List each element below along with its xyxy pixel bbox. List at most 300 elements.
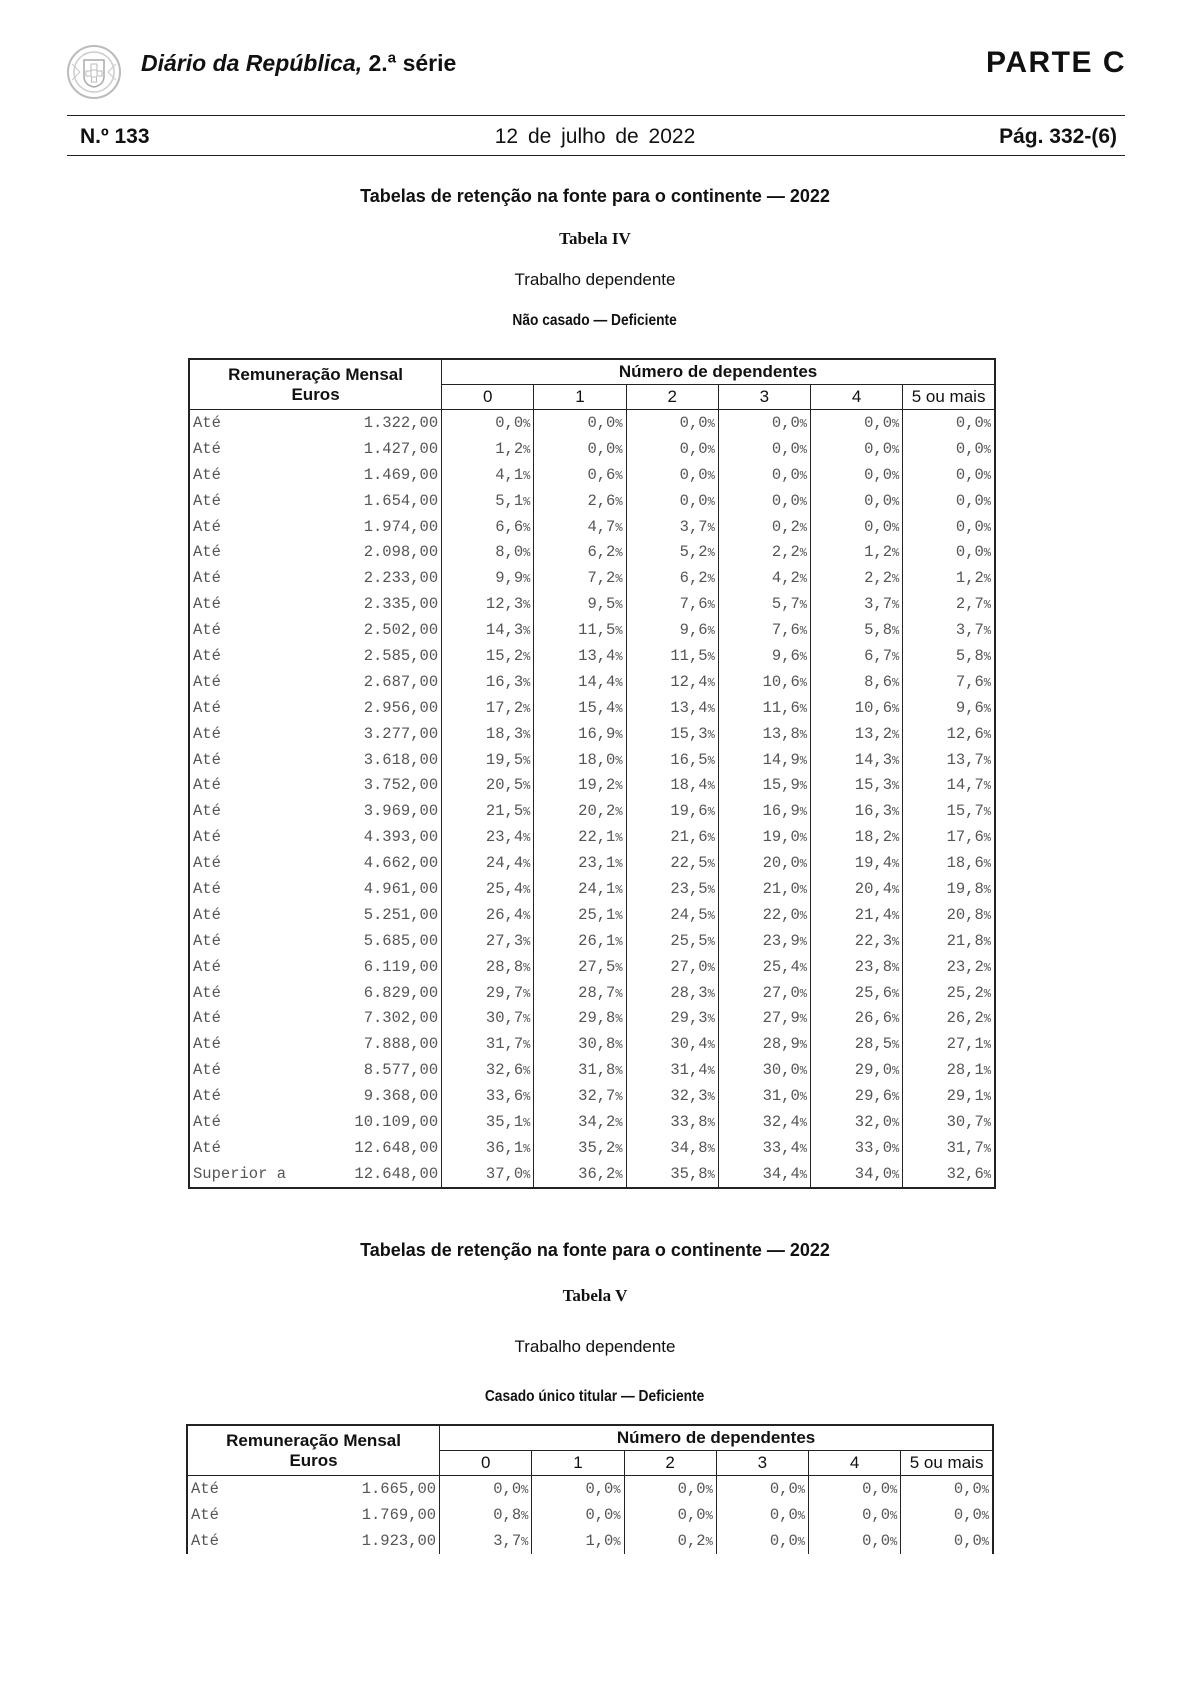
- table-row: [189, 850, 995, 876]
- journal-title-name: Diário da República,: [141, 50, 363, 76]
- percent-sign: %: [799, 779, 807, 794]
- percent-sign: %: [615, 882, 623, 897]
- withholding-rate-cell: [811, 721, 903, 747]
- rate-value: 20,2: [578, 802, 616, 821]
- withholding-rate-cell: [811, 1031, 903, 1057]
- percent-sign: %: [707, 1012, 715, 1027]
- income-bracket-amount: 2.956,00: [289, 695, 441, 721]
- percent-sign: %: [707, 1038, 715, 1053]
- percent-sign: %: [523, 572, 531, 587]
- percent-sign: %: [707, 960, 715, 975]
- percent-sign: %: [615, 1167, 623, 1182]
- withholding-rate-cell: [811, 436, 903, 462]
- withholding-rate-cell: [534, 1057, 626, 1083]
- percent-sign: %: [983, 1012, 991, 1027]
- percent-sign: %: [613, 1508, 621, 1523]
- rate-value: 21,6: [670, 828, 708, 847]
- rate-value: 27,0: [670, 957, 708, 976]
- withholding-rate-cell: [442, 824, 534, 850]
- rate-value: 0,6: [587, 465, 616, 484]
- percent-sign: %: [892, 1115, 900, 1130]
- rate-value: 11,5: [670, 646, 708, 665]
- income-bracket-label: Até: [189, 539, 289, 565]
- income-bracket-label: Até: [189, 1083, 289, 1109]
- rate-value: 14,3: [485, 621, 524, 640]
- percent-sign: %: [523, 442, 531, 457]
- withholding-rate-cell: [626, 695, 718, 721]
- withholding-rate-cell: [626, 539, 718, 565]
- dependents-column-header: 5 ou mais: [903, 385, 995, 410]
- percent-sign: %: [523, 546, 531, 561]
- rate-value: 0,0: [771, 439, 800, 458]
- income-bracket-label: Até: [189, 772, 289, 798]
- dependents-column-header: 4: [808, 1451, 900, 1476]
- rate-value: 0,0: [677, 1479, 706, 1498]
- percent-sign: %: [707, 649, 715, 664]
- percent-sign: %: [892, 934, 900, 949]
- table-subtitle: Trabalho dependente: [514, 1337, 676, 1356]
- income-bracket-amount: 1.769,00: [287, 1502, 439, 1528]
- withholding-rate-cell: [626, 617, 718, 643]
- percent-sign: %: [983, 1064, 991, 1079]
- withholding-rate-cell: [811, 514, 903, 540]
- withholding-rate-cell: [534, 1161, 626, 1188]
- withholding-rate-cell: [442, 617, 534, 643]
- percent-sign: %: [983, 1167, 991, 1182]
- rate-value: 33,4: [762, 1138, 800, 1157]
- percent-sign: %: [799, 857, 807, 872]
- rate-value: 16,3: [854, 802, 893, 821]
- rate-value: 0,0: [953, 1505, 982, 1524]
- percent-sign: %: [615, 753, 623, 768]
- rate-value: 23,4: [485, 828, 524, 847]
- table-row: [189, 565, 995, 591]
- percent-sign: %: [707, 442, 715, 457]
- percent-sign: %: [707, 416, 715, 431]
- percent-sign: %: [523, 416, 531, 431]
- rate-value: 3,7: [864, 595, 893, 614]
- withholding-rate-cell: [903, 824, 995, 850]
- withholding-rate-cell: [903, 695, 995, 721]
- income-bracket-amount: 2.335,00: [289, 591, 441, 617]
- withholding-rate-cell: [718, 928, 810, 954]
- rate-value: 17,2: [485, 698, 524, 717]
- rate-value: 32,0: [854, 1112, 893, 1131]
- rate-value: 18,4: [670, 776, 708, 795]
- withholding-rate-cell: [442, 928, 534, 954]
- rate-value: 30,0: [762, 1061, 800, 1080]
- withholding-rate-cell: [811, 747, 903, 773]
- dependents-column-header: 2: [626, 385, 718, 410]
- rate-value: 16,3: [485, 672, 524, 691]
- rate-value: 5,8: [864, 621, 893, 640]
- percent-sign: %: [707, 624, 715, 639]
- withholding-rate-cell: [626, 721, 718, 747]
- withholding-rate-cell: [903, 565, 995, 591]
- percent-sign: %: [799, 624, 807, 639]
- withholding-rate-cell: [903, 1031, 995, 1057]
- income-bracket-amount: 4.961,00: [289, 876, 441, 902]
- percent-sign: %: [615, 908, 623, 923]
- withholding-rate-cell: [442, 514, 534, 540]
- percent-sign: %: [707, 908, 715, 923]
- withholding-rate-cell: [534, 539, 626, 565]
- income-bracket-amount: 3.752,00: [289, 772, 441, 798]
- income-bracket-amount: 2.098,00: [289, 539, 441, 565]
- issue-date: 12 de julho de 2022: [494, 125, 696, 148]
- percent-sign: %: [983, 986, 991, 1001]
- withholding-rate-cell: [901, 1528, 993, 1554]
- rate-value: 33,0: [854, 1138, 893, 1157]
- percent-sign: %: [615, 572, 623, 587]
- percent-sign: %: [707, 779, 715, 794]
- percent-sign: %: [523, 908, 531, 923]
- table-row: [189, 1109, 995, 1135]
- rate-value: 16,5: [670, 750, 708, 769]
- withholding-rate-cell: [626, 669, 718, 695]
- withholding-rate-cell: [442, 1161, 534, 1188]
- percent-sign: %: [523, 1090, 531, 1105]
- rate-value: 6,7: [864, 646, 893, 665]
- dependents-column-header: 0: [442, 385, 534, 410]
- withholding-rate-cell: [716, 1502, 808, 1528]
- table-row: [189, 928, 995, 954]
- rate-value: 19,8: [946, 879, 984, 898]
- percent-sign: %: [892, 1012, 900, 1027]
- withholding-rate-cell: [903, 850, 995, 876]
- income-bracket-amount: 4.393,00: [289, 824, 441, 850]
- withholding-rate-cell: [534, 669, 626, 695]
- withholding-rate-cell: [903, 514, 995, 540]
- income-bracket-label: Até: [189, 1005, 289, 1031]
- table-row: [189, 643, 995, 669]
- table-row: [189, 824, 995, 850]
- income-bracket-amount: 4.662,00: [289, 850, 441, 876]
- withholding-rate-cell: [811, 1135, 903, 1161]
- section-heading: Tabelas de retenção na fonte para o continente — 2022: [360, 186, 830, 206]
- rate-value: 30,8: [578, 1035, 616, 1054]
- rate-value: 14,9: [762, 750, 800, 769]
- rate-value: 8,0: [495, 543, 524, 562]
- income-bracket-label: Até: [189, 721, 289, 747]
- withholding-rate-cell: [903, 539, 995, 565]
- withholding-rate-cell: [442, 876, 534, 902]
- withholding-rate-cell: [442, 1005, 534, 1031]
- withholding-rate-cell: [626, 1083, 718, 1109]
- table-row: [187, 1528, 993, 1554]
- withholding-rate-cell: [626, 1031, 718, 1057]
- rate-value: 28,1: [946, 1061, 984, 1080]
- dependents-column-header: 1: [532, 1451, 624, 1476]
- income-bracket-label: Até: [189, 591, 289, 617]
- percent-sign: %: [615, 986, 623, 1001]
- percent-sign: %: [892, 546, 900, 561]
- withholding-rate-cell: [626, 1057, 718, 1083]
- percent-sign: %: [707, 1090, 715, 1105]
- income-bracket-amount: 1.322,00: [289, 410, 441, 436]
- percent-sign: %: [615, 675, 623, 690]
- rate-value: 0,0: [493, 1479, 522, 1498]
- rate-value: 22,1: [578, 828, 616, 847]
- rate-value: 18,6: [946, 854, 984, 873]
- rate-value: 22,3: [854, 931, 893, 950]
- withholding-rate-cell: [532, 1476, 624, 1502]
- table-row: [189, 1135, 995, 1161]
- withholding-rate-cell: [718, 876, 810, 902]
- rate-value: 8,6: [864, 672, 893, 691]
- percent-sign: %: [707, 882, 715, 897]
- withholding-rate-cell: [811, 902, 903, 928]
- withholding-rate-cell: [903, 1057, 995, 1083]
- withholding-rate-cell: [718, 591, 810, 617]
- rate-value: 29,0: [854, 1061, 893, 1080]
- percent-sign: %: [799, 1012, 807, 1027]
- percent-sign: %: [615, 546, 623, 561]
- percent-sign: %: [615, 960, 623, 975]
- income-bracket-amount: 1.665,00: [287, 1476, 439, 1502]
- rate-value: 26,4: [485, 905, 524, 924]
- withholding-rate-cell: [534, 954, 626, 980]
- rate-value: 15,3: [670, 724, 708, 743]
- rate-value: 19,0: [762, 828, 800, 847]
- withholding-rate-cell: [534, 514, 626, 540]
- rate-value: 11,5: [578, 621, 616, 640]
- rate-value: 21,4: [854, 905, 893, 924]
- table-row: [189, 1161, 995, 1188]
- rate-value: 7,2: [587, 569, 616, 588]
- income-bracket-label: Até: [189, 824, 289, 850]
- percent-sign: %: [799, 520, 807, 535]
- withholding-rate-cell: [626, 643, 718, 669]
- percent-sign: %: [615, 701, 623, 716]
- withholding-rate-cell: [626, 514, 718, 540]
- withholding-rate-cell: [442, 798, 534, 824]
- withholding-rate-cell: [442, 1135, 534, 1161]
- rate-value: 7,6: [679, 595, 708, 614]
- income-bracket-label: Até: [189, 462, 289, 488]
- rate-value: 5,2: [679, 543, 708, 562]
- rate-value: 0,0: [862, 1479, 890, 1498]
- rate-value: 0,0: [679, 413, 708, 432]
- rate-value: 17,6: [946, 828, 984, 847]
- withholding-rate-cell: [811, 1083, 903, 1109]
- withholding-rate-cell: [811, 928, 903, 954]
- withholding-rate-cell: [534, 410, 626, 436]
- rate-value: 29,1: [946, 1087, 984, 1106]
- withholding-rate-cell: [442, 669, 534, 695]
- rate-value: 31,0: [762, 1087, 800, 1106]
- rate-value: 0,0: [585, 1505, 614, 1524]
- percent-sign: %: [523, 598, 531, 613]
- income-bracket-amount: 1.974,00: [289, 514, 441, 540]
- percent-sign: %: [983, 882, 991, 897]
- percent-sign: %: [613, 1482, 621, 1497]
- rate-value: 25,4: [485, 879, 524, 898]
- part-label: PARTE C: [986, 46, 1126, 79]
- rate-value: 2,2: [771, 543, 800, 562]
- table-row: [189, 902, 995, 928]
- withholding-rate-cell: [440, 1476, 532, 1502]
- table-row: [189, 410, 995, 436]
- rate-value: 0,0: [955, 439, 984, 458]
- percent-sign: %: [523, 675, 531, 690]
- rate-value: 35,8: [670, 1164, 708, 1183]
- income-header-unit: Euros: [291, 384, 340, 404]
- percent-sign: %: [707, 753, 715, 768]
- section-heading: Tabelas de retenção na fonte para o continente — 2022: [360, 1240, 830, 1260]
- income-header-label: Remuneração Mensal: [226, 1430, 401, 1450]
- withholding-rate-cell: [903, 1109, 995, 1135]
- rate-value: 23,2: [946, 957, 984, 976]
- withholding-rate-cell: [534, 980, 626, 1006]
- percent-sign: %: [523, 1167, 531, 1182]
- rate-value: 6,6: [495, 517, 524, 536]
- percent-sign: %: [799, 908, 807, 923]
- table-row: [189, 954, 995, 980]
- rate-value: 0,0: [771, 491, 800, 510]
- withholding-rate-cell: [626, 1109, 718, 1135]
- percent-sign: %: [615, 1064, 623, 1079]
- withholding-rate-cell: [903, 772, 995, 798]
- percent-sign: %: [983, 494, 991, 509]
- rate-value: 1,2: [495, 439, 524, 458]
- table-name: Tabela V: [562, 1286, 628, 1305]
- table-row: [189, 669, 995, 695]
- rate-value: 4,2: [771, 569, 800, 588]
- percent-sign: %: [523, 779, 531, 794]
- table-row: [189, 436, 995, 462]
- withholding-rate-cell: [716, 1528, 808, 1554]
- withholding-rate-cell: [903, 488, 995, 514]
- percent-sign: %: [523, 468, 531, 483]
- rate-value: 27,3: [485, 931, 524, 950]
- rate-value: 3,7: [679, 517, 708, 536]
- table-body: [187, 1476, 993, 1554]
- table-row: [189, 798, 995, 824]
- withholding-rate-cell: [903, 1135, 995, 1161]
- percent-sign: %: [983, 934, 991, 949]
- withholding-rate-cell: [442, 747, 534, 773]
- percent-sign: %: [523, 1064, 531, 1079]
- percent-sign: %: [892, 468, 900, 483]
- rate-value: 0,8: [493, 1505, 522, 1524]
- percent-sign: %: [892, 1064, 900, 1079]
- income-bracket-label: Até: [187, 1502, 287, 1528]
- income-bracket-amount: 1.923,00: [287, 1528, 439, 1554]
- percent-sign: %: [523, 882, 531, 897]
- rate-value: 15,3: [854, 776, 893, 795]
- rate-value: 0,0: [585, 1479, 614, 1498]
- rate-value: 6,2: [679, 569, 708, 588]
- percent-sign: %: [523, 727, 531, 742]
- percent-sign: %: [983, 960, 991, 975]
- rate-value: 33,8: [670, 1112, 708, 1131]
- percent-sign: %: [981, 1482, 989, 1497]
- rate-value: 9,6: [955, 698, 984, 717]
- percent-sign: %: [892, 831, 900, 846]
- rate-value: 29,6: [854, 1087, 893, 1106]
- income-bracket-amount: 3.969,00: [289, 798, 441, 824]
- percent-sign: %: [707, 805, 715, 820]
- rate-value: 31,7: [946, 1138, 984, 1157]
- rate-value: 0,0: [864, 517, 893, 536]
- percent-sign: %: [523, 624, 531, 639]
- percent-sign: %: [983, 779, 991, 794]
- income-bracket-amount: 1.469,00: [289, 462, 441, 488]
- rate-value: 4,7: [587, 517, 616, 536]
- withholding-rate-cell: [811, 617, 903, 643]
- percent-sign: %: [983, 753, 991, 768]
- rate-value: 35,2: [578, 1138, 616, 1157]
- withholding-rate-cell: [903, 980, 995, 1006]
- percent-sign: %: [983, 908, 991, 923]
- percent-sign: %: [892, 805, 900, 820]
- withholding-rate-cell: [903, 747, 995, 773]
- percent-sign: %: [705, 1508, 713, 1523]
- income-bracket-label: Até: [189, 514, 289, 540]
- withholding-rate-cell: [534, 824, 626, 850]
- income-bracket-label: Até: [189, 669, 289, 695]
- withholding-rate-cell: [626, 591, 718, 617]
- percent-sign: %: [707, 1115, 715, 1130]
- percent-sign: %: [983, 598, 991, 613]
- percent-sign: %: [983, 1115, 991, 1130]
- withholding-rate-cell: [903, 721, 995, 747]
- withholding-rate-cell: [534, 876, 626, 902]
- withholding-rate-cell: [626, 436, 718, 462]
- rate-value: 2,2: [864, 569, 893, 588]
- withholding-rate-cell: [718, 1057, 810, 1083]
- rate-value: 0,0: [864, 465, 893, 484]
- percent-sign: %: [892, 416, 900, 431]
- rate-value: 28,5: [854, 1035, 893, 1054]
- percent-sign: %: [892, 908, 900, 923]
- withholding-rate-cell: [718, 514, 810, 540]
- withholding-rate-cell: [903, 902, 995, 928]
- rate-value: 23,5: [670, 879, 708, 898]
- withholding-rate-cell: [811, 1161, 903, 1188]
- income-bracket-amount: 5.685,00: [289, 928, 441, 954]
- rate-value: 6,2: [587, 543, 616, 562]
- rate-value: 28,7: [578, 983, 616, 1002]
- table-body: [189, 410, 995, 1188]
- percent-sign: %: [615, 727, 623, 742]
- rate-value: 36,2: [578, 1164, 616, 1183]
- rate-value: 0,0: [953, 1479, 982, 1498]
- percent-sign: %: [707, 1064, 715, 1079]
- percent-sign: %: [707, 520, 715, 535]
- withholding-rate-cell: [811, 798, 903, 824]
- percent-sign: %: [707, 598, 715, 613]
- rate-value: 29,8: [578, 1009, 616, 1028]
- percent-sign: %: [799, 1141, 807, 1156]
- percent-sign: %: [615, 1115, 623, 1130]
- rate-value: 26,6: [854, 1009, 893, 1028]
- withholding-rate-cell: [718, 617, 810, 643]
- percent-sign: %: [797, 1508, 805, 1523]
- rate-value: 23,1: [578, 854, 616, 873]
- page-number: Pág. 332-(6): [999, 125, 1117, 148]
- percent-sign: %: [892, 701, 900, 716]
- percent-sign: %: [890, 1534, 898, 1549]
- percent-sign: %: [523, 934, 531, 949]
- percent-sign: %: [523, 1012, 531, 1027]
- rate-value: 4,1: [495, 465, 524, 484]
- withholding-rate-cell: [442, 488, 534, 514]
- rate-value: 30,7: [946, 1112, 984, 1131]
- withholding-rate-cell: [811, 643, 903, 669]
- income-bracket-amount: 12.648,00: [289, 1135, 441, 1161]
